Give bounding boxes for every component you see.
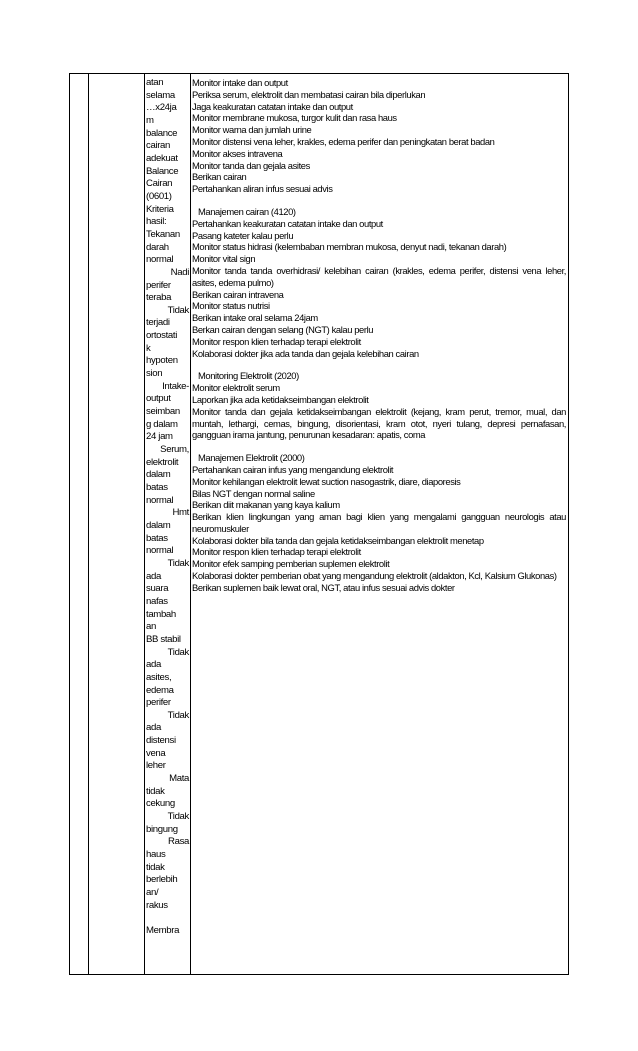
intervention-heading: Manajemen cairan (4120) <box>198 205 296 217</box>
criteria-line: ada <box>146 570 161 582</box>
criteria-line: selama <box>146 89 175 101</box>
intervention-item: Berikan cairan <box>192 171 247 183</box>
intervention-item: Berikan cairan intravena <box>192 288 284 300</box>
intervention-item: Monitor efek samping pemberian suplemen elektrolit <box>192 558 390 570</box>
intervention-item: Monitor tanda dan gejala ketidakseimbangan elektrolit (kejang, kram perut, tremor, mual, dan muntah, lethargi, cemas, bingung, disorientasi, kram otot, nyeri tulang, depresi pernafasan, gangguan irama jantung, penurunan kesadaran: apatis, coma <box>192 405 566 441</box>
intervention-item: Kolaborasi dokter pemberian obat yang mengandung elektrolit (aldakton, Kcl, Kalsium Glukonas) <box>192 570 557 582</box>
nursing-care-table <box>69 73 569 975</box>
criteria-line: rakus <box>146 899 168 911</box>
criteria-line: (0601) <box>146 190 172 202</box>
criteria-line: Tidak <box>167 709 189 721</box>
intervention-item: Pertahankan keakuratan catatan intake dan output <box>192 217 383 229</box>
intervention-item: Bilas NGT dengan normal saline <box>192 487 315 499</box>
criteria-line: ortostati <box>146 330 177 342</box>
criteria-line: terjadi <box>146 317 170 329</box>
criteria-line: dalam <box>146 519 171 531</box>
criteria-line: tidak <box>146 785 165 797</box>
intervention-item: Berikan klien lingkungan yang aman bagi klien yang mengalami gangguan neurologis atau neuromuskuler <box>192 511 566 534</box>
intervention-item: Monitor tanda dan gejala asites <box>192 159 310 171</box>
intervention-item: Monitor distensi vena leher, krakles, edema perifer dan peningkatan berat badan <box>192 135 495 147</box>
intervention-item: Monitor membrane mukosa, turgor kulit dan rasa haus <box>192 112 397 124</box>
criteria-line: Intake- <box>162 380 189 392</box>
intervention-item: Monitor status hidrasi (kelembaban membran mukosa, denyut nadi, tekanan darah) <box>192 241 507 253</box>
criteria-line: batas <box>146 482 168 493</box>
criteria-line: g dalam <box>146 418 178 430</box>
intervention-heading: Manajemen Elektrolit (2000) <box>198 452 305 464</box>
criteria-line: an/ <box>146 887 159 898</box>
criteria-line: 24 jam <box>146 431 173 443</box>
criteria-line: Nadi <box>170 266 189 278</box>
criteria-line: nafas <box>146 595 168 607</box>
criteria-line: Mata <box>169 773 189 785</box>
criteria-line: Tidak <box>167 557 189 569</box>
criteria-line: Tidak <box>167 811 189 823</box>
criteria-line: tidak <box>146 861 165 873</box>
criteria-line: elektrolit <box>146 456 179 468</box>
criteria-line: balance <box>146 127 178 139</box>
criteria-line: ada <box>146 659 161 671</box>
intervention-item: Monitor warna dan jumlah urine <box>192 124 312 136</box>
criteria-line: sion <box>146 368 163 380</box>
criteria-line <box>146 912 190 925</box>
criteria-line: cekung <box>146 798 175 810</box>
intervention-item: Pertahankan aliran infus sesuai advis <box>192 183 333 195</box>
criteria-line: teraba <box>146 292 172 304</box>
criteria-line: Membra <box>146 924 180 936</box>
intervention-item: Monitor status nutrisi <box>192 300 270 312</box>
intervention-item: Kolaborasi dokter jika ada tanda dan gejala kelebihan cairan <box>192 347 419 359</box>
criteria-line: m <box>146 114 154 126</box>
criteria-line: distensi <box>146 735 176 747</box>
criteria-line: darah <box>146 241 169 253</box>
empty-column-2 <box>89 74 145 975</box>
criteria-line: dalam <box>146 469 171 481</box>
criteria-line: hypoten <box>146 355 178 367</box>
intervention-item: Berkan cairan dengan selang (NGT) kalau perlu <box>192 323 374 335</box>
criteria-line: normal <box>146 494 174 506</box>
criteria-line: BB stabil <box>146 633 181 645</box>
criteria-line: k <box>146 342 151 354</box>
criteria-line: seimban <box>146 406 180 418</box>
criteria-line: berlebih <box>146 874 178 886</box>
criteria-line: Tidak <box>167 304 189 316</box>
criteria-line: normal <box>146 254 174 266</box>
criteria-line: Hmt <box>172 507 189 519</box>
criteria-line: suara <box>146 583 169 595</box>
criteria-line: perifer <box>146 279 171 291</box>
intervention-item: Pertahankan cairan infus yang mengandung elektrolit <box>192 463 394 475</box>
table-row <box>70 74 569 975</box>
intervention-item: Monitor respon klien terhadap terapi elektrolit <box>192 335 361 347</box>
intervention-item: Berikan diit makanan yang kaya kalium <box>192 499 340 511</box>
criteria-line: perifer <box>146 697 171 709</box>
criteria-line: Serum, <box>160 444 189 456</box>
intervention-cell <box>191 74 569 975</box>
intervention-item: Kolaborasi dokter bila tanda dan gejala ketidakseimbangan elektrolit menetap <box>192 534 484 546</box>
criteria-line: batas <box>146 532 168 544</box>
intervention-item: Berikan intake oral selama 24jam <box>192 312 318 324</box>
criteria-line: atan <box>146 77 164 88</box>
criteria-line: hasil: <box>146 216 167 228</box>
criteria-line: haus <box>146 849 166 861</box>
intervention-text <box>191 74 568 594</box>
criteria-line: edema <box>146 684 174 696</box>
criteria-line: an <box>146 621 156 633</box>
intervention-item: Jaga keakuratan catatan intake dan output <box>192 100 353 112</box>
criteria-line: output <box>146 393 171 405</box>
criteria-line: normal <box>146 545 174 557</box>
intervention-item: Monitor vital sign <box>192 253 256 265</box>
intervention-item: Berikan suplemen baik lewat oral, NGT, atau infus sesuai advis dokter <box>192 581 455 593</box>
criteria-line: Cairan <box>146 178 173 190</box>
empty-column-1 <box>70 74 89 975</box>
criteria-line: Tidak <box>167 646 189 658</box>
intervention-item: Laporkan jika ada ketidakseimbangan elektrolit <box>192 393 369 405</box>
intervention-item: Monitor elektrolit serum <box>192 382 280 394</box>
criteria-line: ada <box>146 722 161 734</box>
intervention-heading: Monitoring Elektrolit (2020) <box>198 370 299 382</box>
intervention-item: Monitor kehilangan elektrolit lewat suction nasogastrik, diare, diaporesis <box>192 475 461 487</box>
criteria-line: tambah <box>146 608 176 620</box>
criteria-line: bingung <box>146 823 178 835</box>
criteria-line: asites, <box>146 671 172 683</box>
criteria-cell <box>145 74 191 975</box>
criteria-line: Tekanan <box>146 228 180 240</box>
criteria-line: …x24ja <box>146 102 177 114</box>
intervention-item: Monitor akses intravena <box>192 147 283 159</box>
criteria-line: cairan <box>146 140 171 152</box>
intervention-item: Monitor respon klien terhadap terapi elektrolit <box>192 546 361 558</box>
criteria-line: vena <box>146 747 166 759</box>
intervention-item: Monitor intake dan output <box>192 77 288 88</box>
criteria-text <box>145 74 190 974</box>
intervention-item: Pasang kateter kalau perlu <box>192 229 294 241</box>
criteria-line: adekuat <box>146 152 178 164</box>
criteria-line: Balance <box>146 165 179 177</box>
criteria-line: Kriteria <box>146 203 174 215</box>
criteria-line: Rasa <box>168 836 189 848</box>
criteria-line: leher <box>146 760 166 772</box>
intervention-item: Monitor tanda tanda overhidrasi/ kelebihan cairan (krakles, edema perifer, distensi vena leher, asites, edema pulmo) <box>192 264 566 288</box>
intervention-item: Periksa serum, elektrolit dan membatasi cairan bila diperlukan <box>192 88 426 100</box>
